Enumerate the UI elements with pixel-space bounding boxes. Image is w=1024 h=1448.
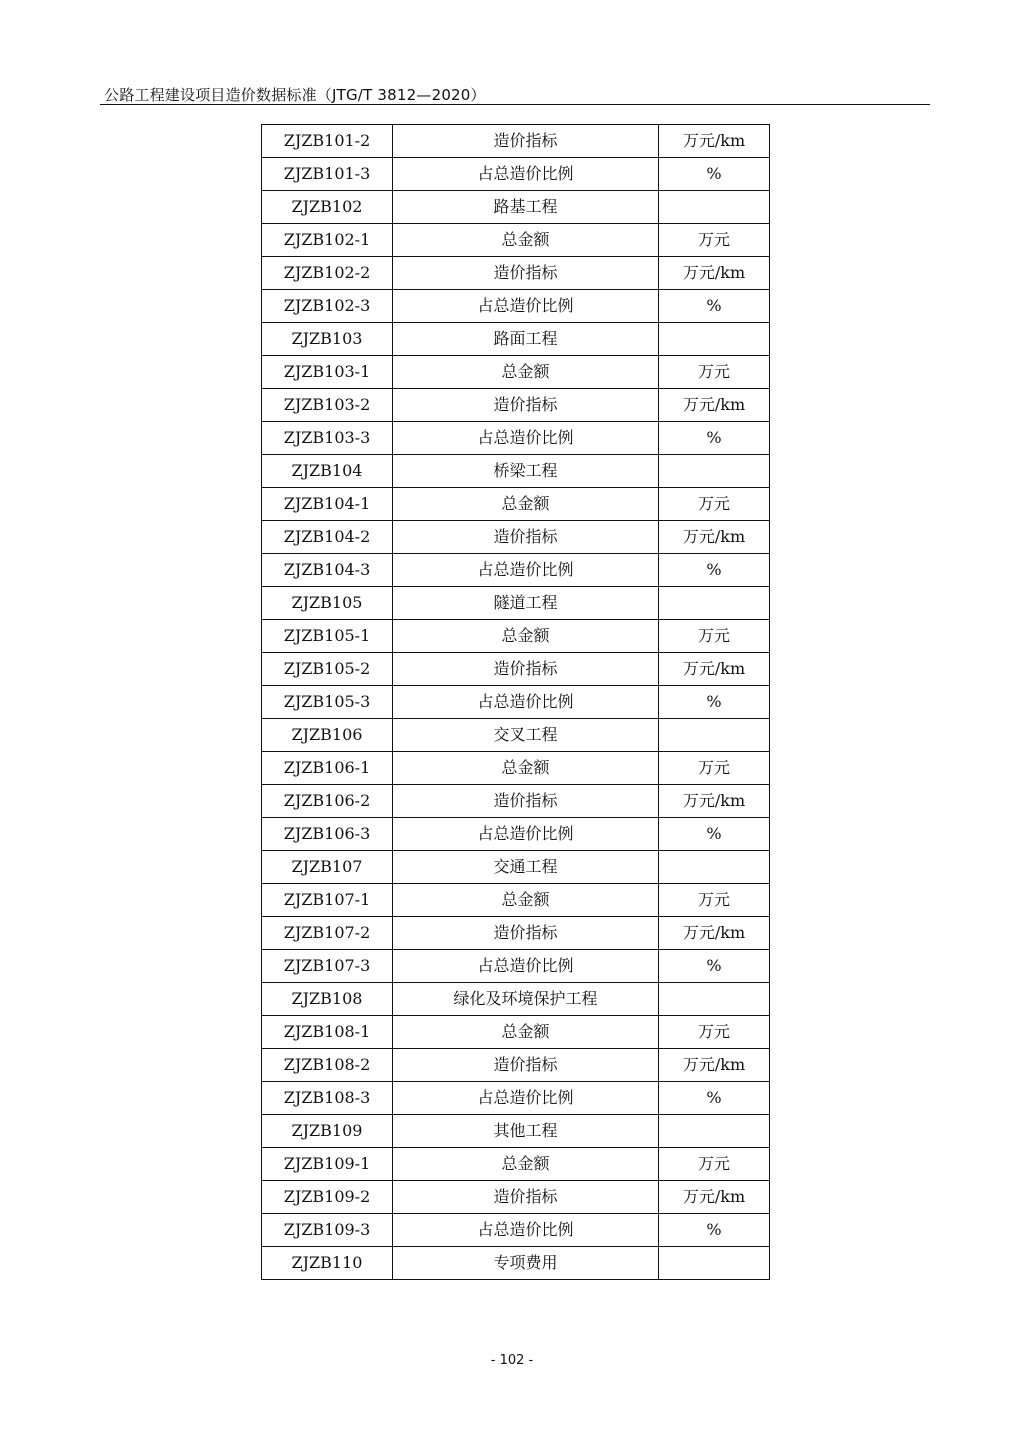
indicator-code-cell: ZJZB104-1: [262, 488, 393, 521]
indicator-unit-cell: [659, 719, 770, 752]
table-row: [262, 488, 770, 521]
indicator-name-cell: 占总造价比例: [393, 686, 659, 719]
indicator-unit-cell: 万元/km: [659, 917, 770, 950]
indicator-code-cell: ZJZB104-2: [262, 521, 393, 554]
indicator-name-cell: 造价指标: [393, 521, 659, 554]
indicator-code-cell: ZJZB107-1: [262, 884, 393, 917]
indicator-unit-cell: %: [659, 1214, 770, 1247]
indicator-code-cell: ZJZB107-2: [262, 917, 393, 950]
indicator-name-cell: 造价指标: [393, 1049, 659, 1082]
indicator-name-cell: 造价指标: [393, 125, 659, 158]
table-row: [262, 224, 770, 257]
indicator-name-cell: 造价指标: [393, 389, 659, 422]
table-row: [262, 257, 770, 290]
indicator-unit-cell: 万元: [659, 356, 770, 389]
indicator-unit-cell: 万元/km: [659, 389, 770, 422]
indicator-name-cell: 总金额: [393, 620, 659, 653]
indicator-name-cell: 占总造价比例: [393, 1214, 659, 1247]
indicator-code-cell: ZJZB102-2: [262, 257, 393, 290]
indicator-unit-cell: %: [659, 290, 770, 323]
table-row: [262, 422, 770, 455]
table-row: [262, 125, 770, 158]
indicator-name-cell: 占总造价比例: [393, 950, 659, 983]
indicator-table: [261, 124, 770, 1280]
indicator-unit-cell: [659, 191, 770, 224]
indicator-code-cell: ZJZB109: [262, 1115, 393, 1148]
indicator-unit-cell: 万元/km: [659, 653, 770, 686]
indicator-unit-cell: %: [659, 554, 770, 587]
indicator-unit-cell: 万元: [659, 488, 770, 521]
page-number: - 102 -: [490, 1353, 534, 1368]
indicator-code-cell: ZJZB102-3: [262, 290, 393, 323]
indicator-unit-cell: 万元/km: [659, 257, 770, 290]
table-row: [262, 191, 770, 224]
table-row: [262, 554, 770, 587]
indicator-unit-cell: %: [659, 422, 770, 455]
indicator-unit-cell: 万元/km: [659, 1049, 770, 1082]
indicator-name-cell: 交通工程: [393, 851, 659, 884]
indicator-name-cell: 路基工程: [393, 191, 659, 224]
indicator-unit-cell: 万元: [659, 620, 770, 653]
indicator-code-cell: ZJZB103-2: [262, 389, 393, 422]
indicator-name-cell: 造价指标: [393, 917, 659, 950]
indicator-name-cell: 占总造价比例: [393, 158, 659, 191]
indicator-code-cell: ZJZB108: [262, 983, 393, 1016]
indicator-unit-cell: %: [659, 950, 770, 983]
indicator-name-cell: 交叉工程: [393, 719, 659, 752]
indicator-unit-cell: [659, 1115, 770, 1148]
indicator-unit-cell: [659, 1247, 770, 1280]
indicator-code-cell: ZJZB102-1: [262, 224, 393, 257]
indicator-code-cell: ZJZB105: [262, 587, 393, 620]
table-row: [262, 323, 770, 356]
indicator-unit-cell: 万元: [659, 1148, 770, 1181]
table-row: [262, 290, 770, 323]
table-row: [262, 686, 770, 719]
indicator-name-cell: 专项费用: [393, 1247, 659, 1280]
table-row: [262, 1049, 770, 1082]
indicator-code-cell: ZJZB105-1: [262, 620, 393, 653]
indicator-code-cell: ZJZB105-3: [262, 686, 393, 719]
indicator-code-cell: ZJZB108-1: [262, 1016, 393, 1049]
indicator-table-body: [262, 125, 770, 1280]
indicator-code-cell: ZJZB108-2: [262, 1049, 393, 1082]
indicator-code-cell: ZJZB106-2: [262, 785, 393, 818]
indicator-unit-cell: [659, 323, 770, 356]
indicator-unit-cell: %: [659, 818, 770, 851]
indicator-code-cell: ZJZB109-1: [262, 1148, 393, 1181]
indicator-name-cell: 桥梁工程: [393, 455, 659, 488]
indicator-name-cell: 占总造价比例: [393, 422, 659, 455]
indicator-unit-cell: 万元: [659, 752, 770, 785]
indicator-name-cell: 造价指标: [393, 257, 659, 290]
indicator-unit-cell: 万元: [659, 224, 770, 257]
table-row: [262, 983, 770, 1016]
indicator-code-cell: ZJZB110: [262, 1247, 393, 1280]
indicator-unit-cell: 万元/km: [659, 521, 770, 554]
indicator-code-cell: ZJZB106: [262, 719, 393, 752]
indicator-code-cell: ZJZB101-3: [262, 158, 393, 191]
indicator-name-cell: 隧道工程: [393, 587, 659, 620]
indicator-code-cell: ZJZB106-1: [262, 752, 393, 785]
indicator-code-cell: ZJZB108-3: [262, 1082, 393, 1115]
indicator-unit-cell: 万元: [659, 1016, 770, 1049]
table-row: [262, 1247, 770, 1280]
indicator-name-cell: 总金额: [393, 224, 659, 257]
indicator-name-cell: 总金额: [393, 1016, 659, 1049]
indicator-unit-cell: [659, 455, 770, 488]
indicator-name-cell: 路面工程: [393, 323, 659, 356]
indicator-code-cell: ZJZB107: [262, 851, 393, 884]
indicator-code-cell: ZJZB107-3: [262, 950, 393, 983]
indicator-code-cell: ZJZB104-3: [262, 554, 393, 587]
indicator-unit-cell: %: [659, 158, 770, 191]
indicator-code-cell: ZJZB103-3: [262, 422, 393, 455]
indicator-name-cell: 总金额: [393, 488, 659, 521]
indicator-name-cell: 占总造价比例: [393, 554, 659, 587]
indicator-unit-cell: %: [659, 1082, 770, 1115]
table-row: [262, 785, 770, 818]
table-row: [262, 653, 770, 686]
indicator-code-cell: ZJZB105-2: [262, 653, 393, 686]
indicator-unit-cell: 万元/km: [659, 125, 770, 158]
indicator-code-cell: ZJZB102: [262, 191, 393, 224]
table-row: [262, 389, 770, 422]
indicator-unit-cell: [659, 851, 770, 884]
indicator-name-cell: 总金额: [393, 1148, 659, 1181]
table-row: [262, 587, 770, 620]
indicator-unit-cell: 万元/km: [659, 785, 770, 818]
table-row: [262, 1082, 770, 1115]
table-row: [262, 884, 770, 917]
indicator-code-cell: ZJZB103-1: [262, 356, 393, 389]
indicator-code-cell: ZJZB106-3: [262, 818, 393, 851]
table-row: [262, 1115, 770, 1148]
table-row: [262, 158, 770, 191]
indicator-name-cell: 造价指标: [393, 785, 659, 818]
table-row: [262, 818, 770, 851]
header-rule: [100, 104, 930, 105]
indicator-code-cell: ZJZB109-2: [262, 1181, 393, 1214]
table-row: [262, 1214, 770, 1247]
indicator-code-cell: ZJZB109-3: [262, 1214, 393, 1247]
table-row: [262, 356, 770, 389]
table-row: [262, 1148, 770, 1181]
table-row: [262, 752, 770, 785]
table-row: [262, 719, 770, 752]
table-row: [262, 455, 770, 488]
table-row: [262, 1016, 770, 1049]
indicator-name-cell: 其他工程: [393, 1115, 659, 1148]
indicator-name-cell: 绿化及环境保护工程: [393, 983, 659, 1016]
indicator-code-cell: ZJZB101-2: [262, 125, 393, 158]
indicator-unit-cell: %: [659, 686, 770, 719]
indicator-unit-cell: [659, 983, 770, 1016]
indicator-name-cell: 占总造价比例: [393, 818, 659, 851]
indicator-name-cell: 总金额: [393, 356, 659, 389]
indicator-name-cell: 造价指标: [393, 653, 659, 686]
indicator-name-cell: 总金额: [393, 884, 659, 917]
indicator-unit-cell: [659, 587, 770, 620]
indicator-name-cell: 总金额: [393, 752, 659, 785]
running-header: 公路工程建设项目造价数据标准（JTG/T 3812—2020）: [104, 86, 486, 104]
indicator-code-cell: ZJZB104: [262, 455, 393, 488]
table-row: [262, 851, 770, 884]
table-row: [262, 1181, 770, 1214]
table-row: [262, 950, 770, 983]
indicator-name-cell: 造价指标: [393, 1181, 659, 1214]
table-row: [262, 917, 770, 950]
indicator-unit-cell: 万元/km: [659, 1181, 770, 1214]
indicator-name-cell: 占总造价比例: [393, 1082, 659, 1115]
indicator-unit-cell: 万元: [659, 884, 770, 917]
indicator-name-cell: 占总造价比例: [393, 290, 659, 323]
table-row: [262, 521, 770, 554]
indicator-code-cell: ZJZB103: [262, 323, 393, 356]
table-row: [262, 620, 770, 653]
